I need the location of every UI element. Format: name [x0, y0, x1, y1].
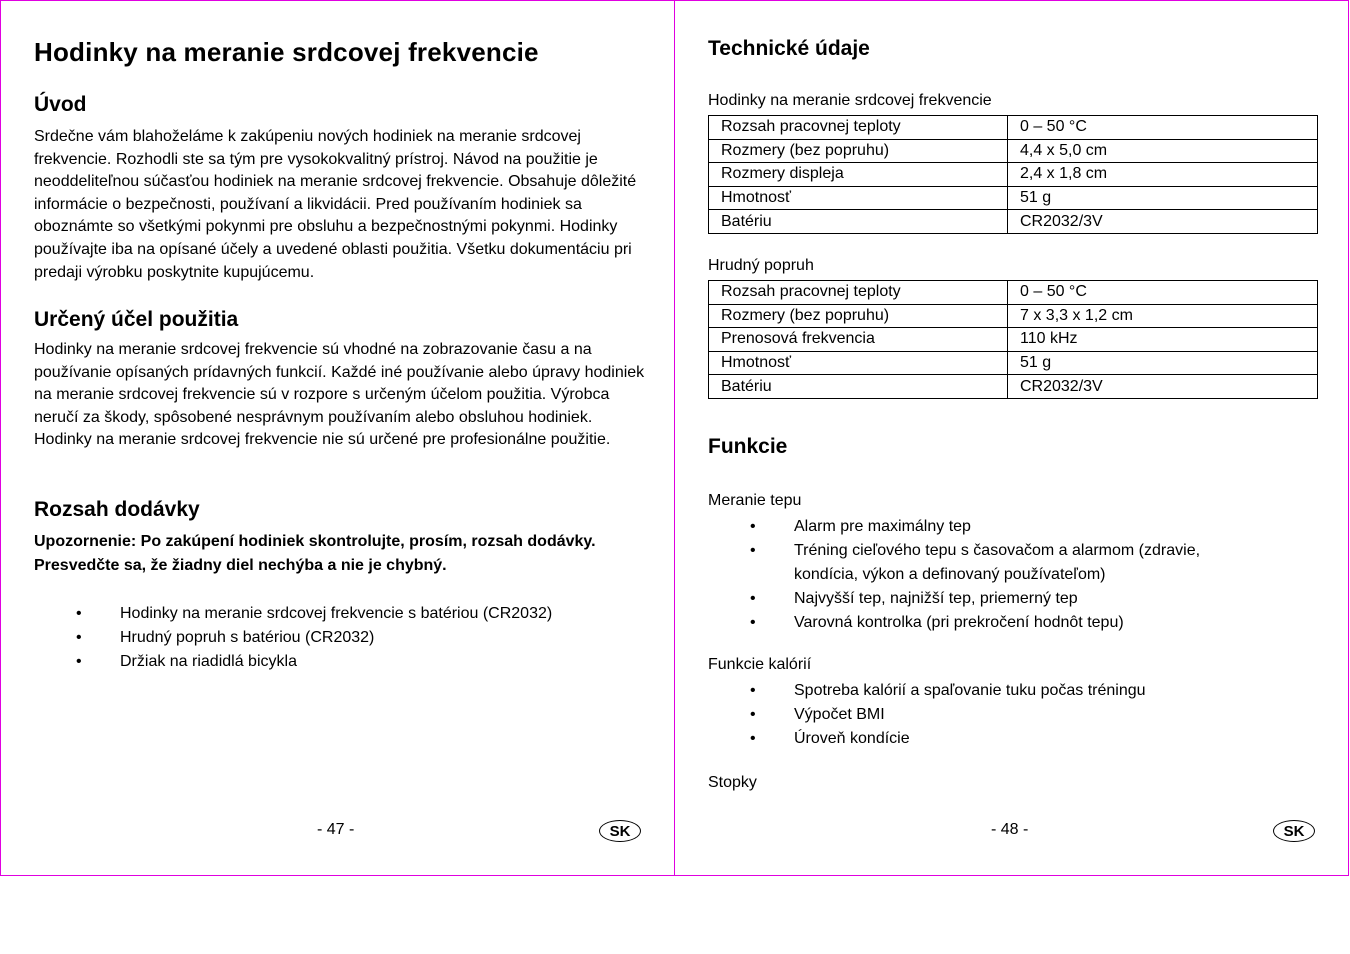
heart-rate-list [708, 515, 1268, 635]
watch-specs-label: Hodinky na meranie srdcovej frekvencie [708, 92, 992, 109]
right-page [674, 0, 1349, 876]
spec-value: 110 kHz [1008, 328, 1318, 352]
strap-specs-label: Hrudný popruh [708, 257, 814, 274]
table-row [709, 351, 1318, 375]
delivery-list [34, 602, 552, 674]
spec-value: 51 g [1008, 351, 1318, 375]
spec-key: Rozsah pracovnej teploty [709, 281, 1008, 305]
purpose-heading: Určený účel použitia [34, 308, 239, 331]
delivery-heading: Rozsah dodávky [34, 498, 200, 521]
calories-list [708, 679, 1268, 751]
table-row [709, 328, 1318, 352]
watch-specs-table [708, 115, 1318, 234]
list-item: • Hodinky na meranie srdcovej frekvencie s batériou (CR2032) [34, 602, 552, 626]
spec-key: Batériu [709, 210, 1008, 234]
spec-key: Rozmery (bez popruhu) [709, 304, 1008, 328]
spec-key: Rozmery displeja [709, 163, 1008, 187]
strap-specs-table [708, 280, 1318, 399]
calories-label: Funkcie kalórií [708, 656, 812, 673]
spec-value: CR2032/3V [1007, 210, 1317, 234]
table-row [709, 139, 1318, 163]
spec-value: 0 – 50 °C [1008, 281, 1318, 305]
list-item: • Najvyšší tep, najnižší tep, priemerný tep [708, 587, 1268, 611]
list-item: • Varovná kontrolka (pri prekročení hodnôt tepu) [708, 611, 1268, 635]
spec-key: Rozmery (bez popruhu) [709, 139, 1008, 163]
heart-rate-label: Meranie tepu [708, 492, 802, 509]
spec-value: CR2032/3V [1008, 375, 1318, 399]
page-number: - 48 - [991, 821, 1029, 838]
page-number: - 47 - [317, 821, 355, 838]
spec-value: 2,4 x 1,8 cm [1007, 163, 1317, 187]
intro-heading: Úvod [34, 93, 87, 116]
spec-key: Prenosová frekvencia [709, 328, 1008, 352]
list-item: • Spotreba kalórií a spaľovanie tuku počas tréningu [708, 679, 1268, 703]
list-item: • Držiak na riadidlá bicykla [34, 650, 552, 674]
list-item: • Alarm pre maximálny tep [708, 515, 1268, 539]
spec-value: 4,4 x 5,0 cm [1007, 139, 1317, 163]
table-row [709, 163, 1318, 187]
language-badge: SK [599, 820, 641, 842]
intro-paragraph: Srdečne vám blahoželáme k zakúpeniu nových hodiniek na meranie srdcovej frekvencie. Rozhodli ste sa tým pre vysokokvalitný prístroj. Návod na použitie je neoddeliteľnou súčasťou hodiniek na meranie srdcovej frekvencie. Obsahuje dôležité informácie o bezpečnosti, používaní a likvidácii. Pred používaním hodiniek sa oboznámte so všetkými pokynmi pre obsluhu a bezpečnostnými pokynmi. Hodinky používajte iba na opísané účely a uvedené oblasti použitia. Všetku dokumentáciu pri predaji výrobku poskytnite kupujúcemu. [34, 128, 637, 281]
table-row [709, 375, 1318, 399]
spec-key: Rozsah pracovnej teploty [709, 116, 1008, 140]
purpose-paragraph: Hodinky na meranie srdcovej frekvencie sú vhodné na zobrazovanie času a na používanie opísaných prídavných funkcií. Každé iné používanie alebo úpravy hodiniek na meranie srdcovej frekvencie sú v rozpore s určeným účelom použitia. Výrobca neručí za škody, spôsobené nesprávnym používaním alebo obsluhou hodiniek. Hodinky na meranie srdcovej frekvencie nie sú určené pre profesionálne použitie. [34, 341, 645, 449]
left-page [0, 0, 675, 876]
table-row [709, 304, 1318, 328]
spec-key: Hmotnosť [709, 351, 1008, 375]
list-item: • Hrudný popruh s batériou (CR2032) [34, 626, 552, 650]
table-row [709, 210, 1318, 234]
page-title: Hodinky na meranie srdcovej frekvencie [34, 37, 539, 67]
spec-value: 0 – 50 °C [1007, 116, 1317, 140]
spec-value: 51 g [1007, 186, 1317, 210]
functions-heading: Funkcie [708, 435, 788, 458]
spec-key: Hmotnosť [709, 186, 1008, 210]
delivery-note: Upozornenie: Po zakúpení hodiniek skontrolujte, prosím, rozsah dodávky. Presvedčte sa, že žiadny diel nechýba a nie je chybný. [34, 533, 596, 574]
list-item: • Úroveň kondície [708, 727, 1268, 751]
spec-key: Batériu [709, 375, 1008, 399]
specs-heading: Technické údaje [708, 37, 870, 60]
list-item: • Výpočet BMI [708, 703, 1268, 727]
table-row [709, 116, 1318, 140]
spec-value: 7 x 3,3 x 1,2 cm [1008, 304, 1318, 328]
language-badge: SK [1273, 820, 1315, 842]
table-row [709, 281, 1318, 305]
stopwatch-label: Stopky [708, 774, 757, 791]
table-row [709, 186, 1318, 210]
list-item: • Tréning cieľového tepu s časovačom a alarmom (zdravie, kondícia, výkon a definovaný používateľom) [708, 539, 1268, 587]
